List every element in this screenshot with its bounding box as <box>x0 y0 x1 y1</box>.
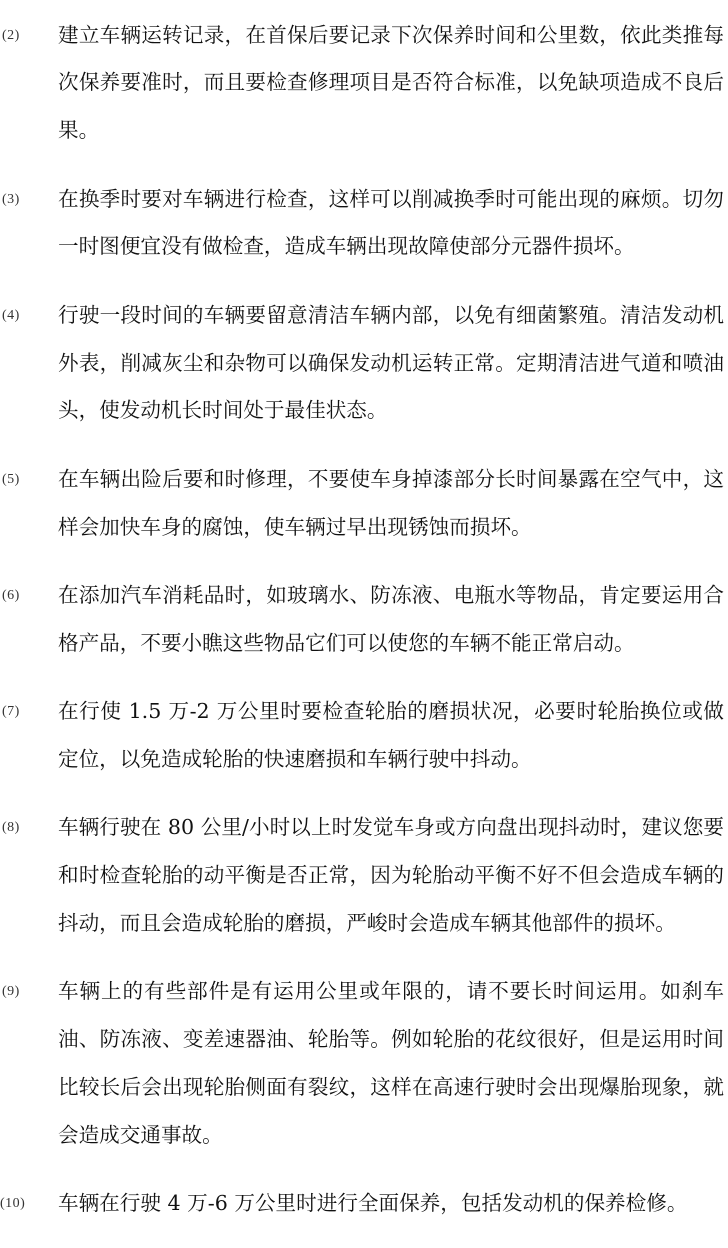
item-number: (2) <box>2 27 20 43</box>
item-text: 车辆行驶在 80 公里/小时以上时发觉车身或方向盘出现抖动时，建议您要和时检查轮胎的动平衡是否正常，因为轮胎动平衡不好不但会造成车辆的抖动，而且会造成轮胎的磨损，严峻时会造成车辆其他部件的损坏。 <box>58 815 724 935</box>
item-text: 在换季时要对车辆进行检查，这样可以削减换季时可能出现的麻烦。切勿一时图便宜没有做检查，造成车辆出现故障使部分元器件损坏。 <box>58 186 724 259</box>
item-text: 在车辆出险后要和时修理，不要使车身掉漆部分长时间暴露在空气中，这样会加快车身的腐蚀，使车辆过早出现锈蚀而损坏。 <box>58 466 724 539</box>
item-number: (10) <box>0 1196 26 1212</box>
item-text: 行驶一段时间的车辆要留意清洁车辆内部，以免有细菌繁殖。清洁发动机外表，削减灰尘和杂物可以确保发动机运转正常。定期清洁进气道和喷油头，使发动机长时间处于最佳状态。 <box>58 302 724 423</box>
item-number: (5) <box>2 471 20 487</box>
list-item-9 <box>0 968 728 1159</box>
item-number: (9) <box>2 984 20 1000</box>
list-item-4 <box>0 292 728 435</box>
item-number: (8) <box>2 820 20 836</box>
item-text: 车辆上的有些部件是有运用公里或年限的，请不要长时间运用。如刹车油、防冻液、变差速器油、轮胎等。例如轮胎的花纹很好，但是运用时间比较长后会出现轮胎侧面有裂纹，这样在高速行驶时会出现爆胎现象，就会造成交通事故。 <box>58 979 724 1147</box>
item-number: (7) <box>2 704 20 720</box>
item-text: 在行使 1.5 万-2 万公里时要检查轮胎的磨损状况，必要时轮胎换位或做定位，以免造成轮胎的快速磨损和车辆行驶中抖动。 <box>58 699 724 771</box>
item-number: (4) <box>2 307 20 323</box>
item-number: (3) <box>2 191 20 207</box>
item-text: 建立车辆运转记录，在首保后要记录下次保养时间和公里数，依此类推每次保养要准时，而且要检查修理项目是否符合标准，以免缺项造成不良后果。 <box>58 22 724 143</box>
list-item-2 <box>0 12 728 155</box>
list-item-6 <box>0 572 728 668</box>
item-number: (6) <box>2 587 20 603</box>
list-item-7 <box>0 688 728 784</box>
list-item-8 <box>0 804 728 947</box>
list-item-10 <box>0 1180 728 1228</box>
item-text: 车辆在行驶 4 万-6 万公里时进行全面保养，包括发动机的保养检修。 <box>58 1191 688 1216</box>
item-text: 在添加汽车消耗品时，如玻璃水、防冻液、电瓶水等物品，肯定要运用合格产品，不要小瞧这些物品它们可以使您的车辆不能正常启动。 <box>58 582 724 655</box>
list-item-5 <box>0 456 728 552</box>
list-item-3 <box>0 176 728 272</box>
